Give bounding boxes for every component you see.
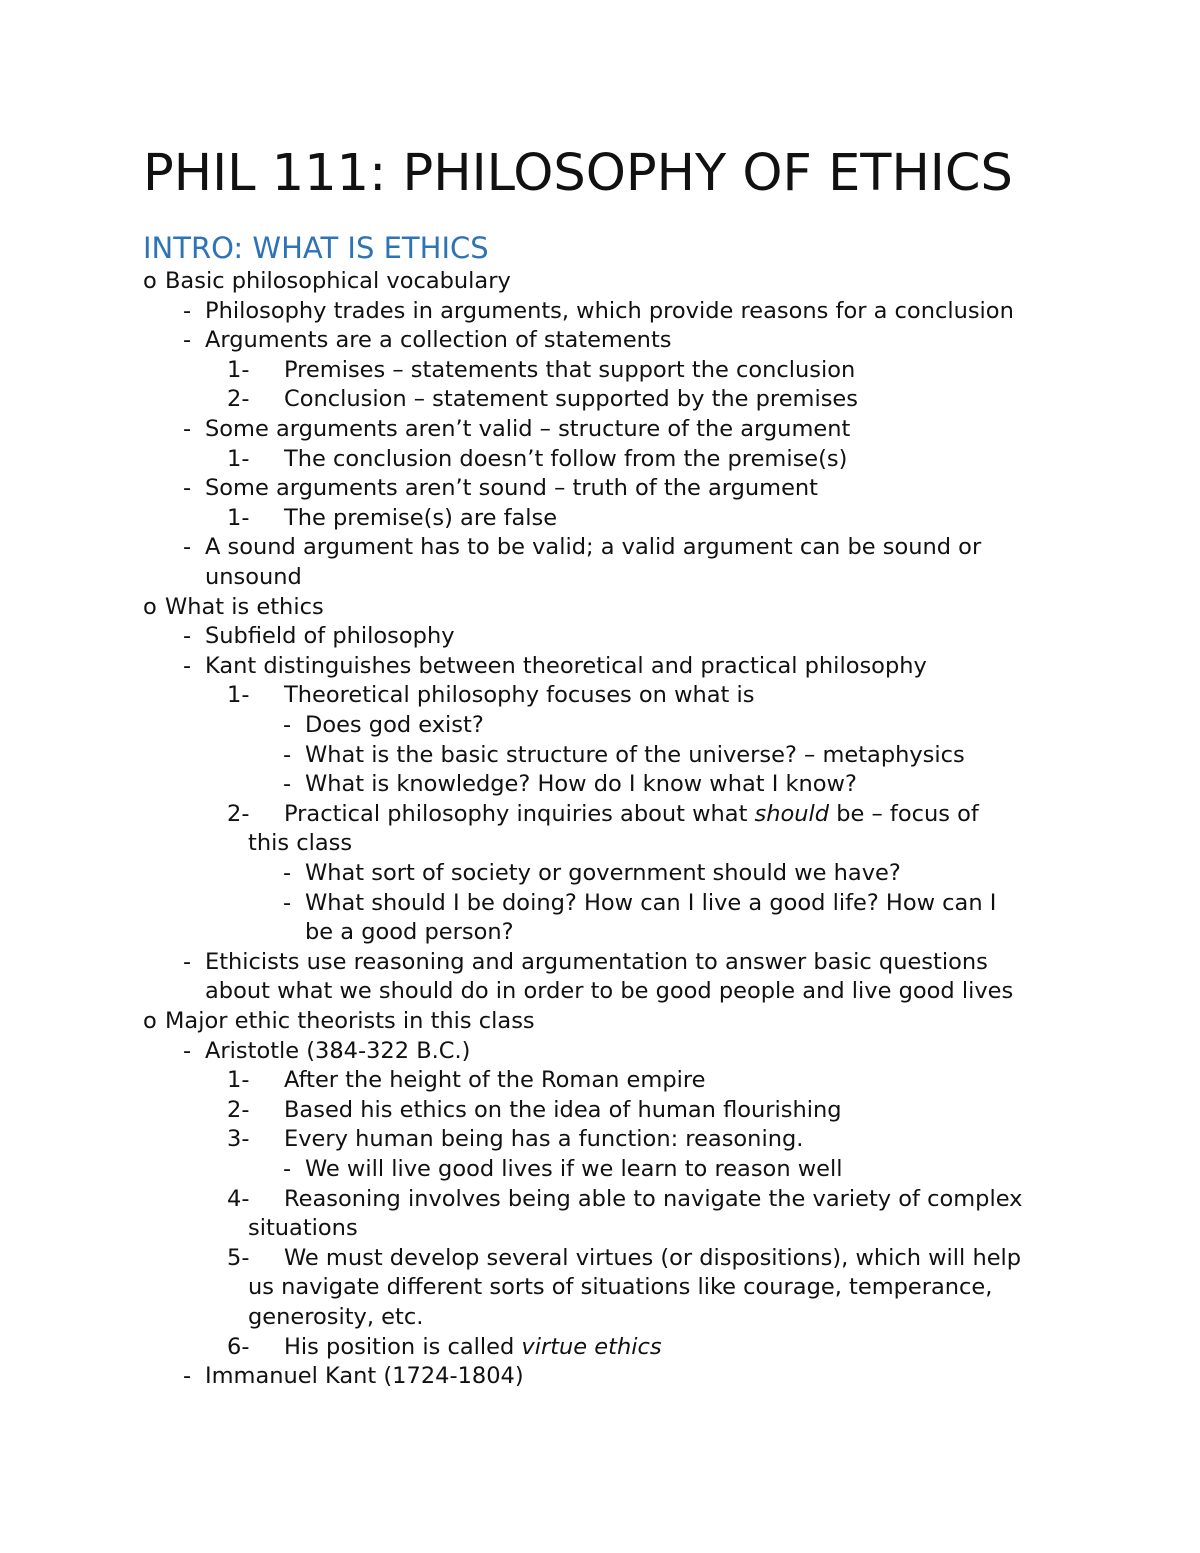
number-marker: 1- — [227, 682, 250, 709]
outline-text: generosity, etc. — [248, 1304, 424, 1330]
outline-text: Basic philosophical vocabulary — [165, 268, 511, 294]
outline-item — [305, 917, 514, 947]
outline-item — [183, 1361, 524, 1391]
dash-marker: - — [283, 1156, 292, 1182]
emphasis-text: should — [754, 800, 830, 827]
dash-marker: - — [283, 889, 292, 916]
outline-item — [183, 325, 672, 355]
outline-item — [227, 1332, 662, 1362]
outline-text: us navigate different sorts of situations like courage, temperance, — [248, 1274, 993, 1301]
number-marker: 1- — [227, 356, 250, 383]
outline-item — [183, 532, 981, 562]
outline-item — [143, 592, 324, 622]
number-marker: 1- — [227, 445, 250, 472]
outline-item — [183, 947, 988, 977]
outline-item — [143, 1006, 535, 1036]
outline-text: Theoretical philosophy focuses on what is — [284, 682, 755, 709]
dash-marker: - — [183, 652, 192, 679]
number-marker: 6- — [227, 1333, 250, 1360]
outline-text: Some arguments aren’t sound – truth of the argument — [205, 475, 818, 502]
outline-text: We must develop several virtues (or dispositions), which will help — [284, 1244, 1022, 1271]
dash-marker: - — [283, 741, 292, 768]
outline-text: What is the basic structure of the universe? – metaphysics — [305, 741, 965, 768]
outline-item — [227, 503, 557, 533]
outline-item — [183, 414, 850, 444]
number-marker: 1- — [227, 1067, 250, 1094]
dash-marker: - — [183, 297, 192, 324]
outline-item — [283, 888, 996, 918]
outline-item — [227, 355, 855, 385]
dash-marker: - — [183, 623, 192, 650]
outline-text: What is knowledge? How do I know what I know? — [305, 771, 857, 798]
dash-marker: - — [183, 534, 192, 561]
outline-item — [205, 562, 302, 592]
outline-text: Philosophy trades in arguments, which provide reasons for a conclusion — [205, 297, 1014, 324]
dash-marker: - — [183, 416, 192, 442]
outline-text: The conclusion doesn’t follow from the premise(s) — [284, 445, 848, 472]
outline-item — [248, 1272, 992, 1302]
outline-item — [283, 769, 857, 799]
outline-item — [183, 621, 455, 651]
outline-item — [227, 384, 858, 414]
outline-text: His position is called — [284, 1333, 522, 1360]
outline-item — [283, 740, 965, 770]
outline-item — [283, 710, 484, 740]
outline-text: The premise(s) are false — [284, 504, 558, 531]
section-heading: INTRO: WHAT IS ETHICS — [143, 231, 489, 265]
dash-marker: - — [283, 712, 292, 738]
outline-text: Major ethic theorists in this class — [165, 1008, 535, 1034]
dash-marker: - — [183, 475, 192, 502]
bullet-marker: o — [143, 1008, 157, 1034]
outline-text: Arguments are a collection of statements — [205, 327, 672, 354]
outline-item — [283, 858, 901, 888]
outline-item — [183, 296, 1014, 326]
number-marker: 2- — [227, 386, 250, 413]
outline-item — [143, 266, 511, 296]
outline-text: Aristotle (384-322 B.C.) — [205, 1037, 471, 1064]
outline-text: What sort of society or government should we have? — [305, 860, 901, 886]
outline-item — [248, 1302, 423, 1332]
outline-text: We will live good lives if we learn to reason well — [305, 1156, 843, 1182]
outline-text: Immanuel Kant (1724-1804) — [205, 1363, 524, 1390]
emphasis-text: virtue ethics — [521, 1333, 662, 1360]
bullet-marker: o — [143, 593, 157, 620]
outline-item — [227, 1243, 1021, 1273]
outline-text: Based his ethics on the idea of human flourishing — [284, 1096, 842, 1123]
outline-text: situations — [248, 1215, 358, 1242]
dash-marker: - — [283, 860, 292, 886]
outline-text: Reasoning involves being able to navigate the variety of complex — [284, 1185, 1023, 1212]
outline-text: Subfield of philosophy — [205, 623, 455, 650]
outline-item — [227, 1065, 705, 1095]
dash-marker: - — [183, 327, 192, 354]
outline-text: What is ethics — [165, 593, 324, 620]
number-marker: 2- — [227, 1096, 250, 1123]
outline-text: Does god exist? — [305, 712, 484, 738]
outline-text-continued: be – focus of — [829, 800, 979, 827]
outline-item — [227, 1124, 803, 1154]
dash-marker: - — [283, 771, 292, 798]
number-marker: 5- — [227, 1244, 250, 1271]
outline-text: Every human being has a function: reasoning. — [284, 1126, 804, 1153]
dash-marker: - — [183, 948, 192, 975]
outline-text: What should I be doing? How can I live a good life? How can I — [305, 889, 997, 916]
dash-marker: - — [183, 1363, 192, 1390]
outline-item — [227, 1095, 842, 1125]
outline-text: Kant distinguishes between theoretical and practical philosophy — [205, 652, 927, 679]
outline-item — [183, 651, 927, 681]
outline-item — [227, 444, 847, 474]
number-marker: 4- — [227, 1185, 250, 1212]
document-title: PHIL 111: PHILOSOPHY OF ETHICS — [143, 144, 1013, 203]
outline-text: be a good person? — [305, 919, 514, 946]
outline-text: After the height of the Roman empire — [284, 1067, 706, 1094]
outline-text: Conclusion – statement supported by the premises — [284, 386, 858, 413]
outline-item — [183, 473, 818, 503]
outline-item — [248, 828, 352, 858]
outline-text: unsound — [205, 564, 302, 590]
outline-item — [183, 1036, 470, 1066]
outline-item — [283, 1154, 842, 1184]
outline-text: Some arguments aren’t valid – structure of the argument — [205, 416, 851, 442]
number-marker: 3- — [227, 1126, 250, 1153]
number-marker: 2- — [227, 800, 250, 827]
outline-item — [248, 1213, 358, 1243]
outline-text: Ethicists use reasoning and argumentation to answer basic questions — [205, 948, 988, 975]
outline-item — [227, 1184, 1022, 1214]
outline-item — [205, 976, 1013, 1006]
dash-marker: - — [183, 1037, 192, 1064]
outline-text: A sound argument has to be valid; a valid argument can be sound or — [205, 534, 982, 561]
outline-item — [227, 680, 755, 710]
bullet-marker: o — [143, 268, 157, 294]
outline-text: Practical philosophy inquiries about what — [284, 800, 755, 827]
outline-text: this class — [248, 830, 353, 857]
outline-item — [227, 799, 979, 829]
number-marker: 1- — [227, 504, 250, 531]
outline-text: Premises – statements that support the conclusion — [284, 356, 856, 383]
outline-text: about what we should do in order to be good people and live good lives — [205, 978, 1014, 1005]
